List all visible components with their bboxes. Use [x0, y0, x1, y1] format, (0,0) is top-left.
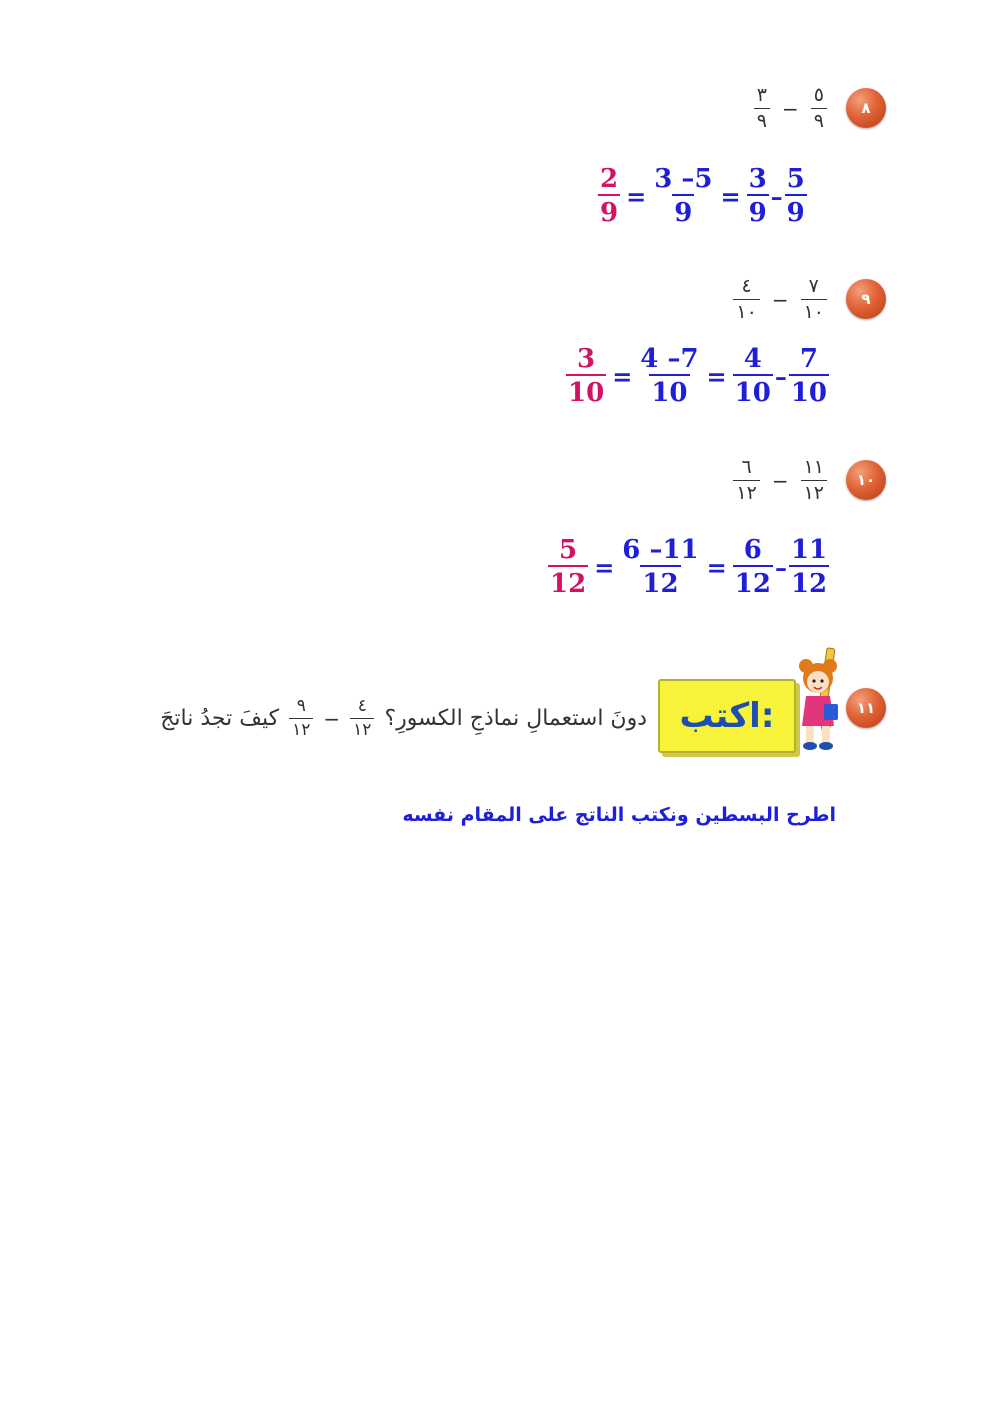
fraction: [789, 537, 829, 597]
fraction: [801, 277, 827, 322]
minus-sign: –: [774, 361, 787, 391]
fraction: [733, 458, 759, 503]
numerator: 5– 3: [654, 164, 713, 194]
combined-fraction: [638, 346, 700, 406]
equals-sign: =: [706, 552, 727, 582]
numerator: ١١: [803, 456, 824, 478]
denominator: 12: [789, 565, 829, 597]
denominator: ٩: [754, 108, 770, 131]
numerator: 3: [577, 344, 596, 374]
fraction: [754, 86, 770, 131]
numerator: ٥: [813, 84, 824, 106]
equals-sign: =: [720, 181, 741, 211]
denominator: ١٢: [350, 718, 374, 739]
numerator: ٧: [808, 275, 819, 297]
problem-number: ١١: [856, 699, 876, 717]
question-text: كيفَ تجدُ ناتجَ: [160, 706, 280, 731]
numerator: 4: [743, 344, 762, 374]
problem-number-badge: [846, 460, 886, 500]
denominator: ١٠: [733, 299, 759, 322]
denominator: 10: [566, 374, 606, 406]
denominator: 10: [649, 374, 689, 406]
numerator: ٤: [741, 275, 752, 297]
numerator: 11: [790, 535, 828, 565]
problem-number: ٨: [861, 99, 871, 117]
fraction: [789, 346, 829, 406]
numerator: 3: [748, 164, 767, 194]
write-label-box: [658, 679, 796, 753]
numerator: 5: [559, 535, 578, 565]
numerator: 5: [786, 164, 805, 194]
denominator: 12: [640, 565, 680, 597]
fraction: [733, 537, 773, 597]
fraction: [811, 86, 827, 131]
numerator: 11– 6: [622, 535, 699, 565]
answer-text: اطرح البسطين ونكتب الناتج على المقام نفسه: [402, 804, 836, 826]
denominator: 9: [672, 194, 694, 226]
numerator: 7: [799, 344, 818, 374]
denominator: 12: [733, 565, 773, 597]
minus-sign: −: [771, 287, 789, 312]
question-text: دونَ استعمالِ نماذجِ الكسورِ؟: [384, 706, 647, 731]
problem-number-badge: [846, 88, 886, 128]
numerator: ٣: [756, 84, 768, 106]
equals-sign: =: [706, 361, 727, 391]
numerator: ٩: [296, 696, 306, 716]
minus-sign: −: [323, 706, 341, 731]
problem-question: [733, 458, 827, 503]
denominator: 10: [789, 374, 829, 406]
problem-number-badge: [846, 279, 886, 319]
fraction: [747, 166, 769, 226]
problem-question: [754, 86, 827, 131]
numerator: 6: [743, 535, 762, 565]
denominator: 10: [733, 374, 773, 406]
problem-number: ٩: [861, 290, 871, 308]
denominator: 9: [785, 194, 807, 226]
equals-sign: =: [594, 552, 615, 582]
combined-fraction: [620, 537, 700, 597]
fraction: [733, 277, 759, 322]
denominator: 12: [548, 565, 588, 597]
problem-number-badge: [846, 688, 886, 728]
fraction: [350, 698, 374, 739]
fraction: [785, 166, 807, 226]
denominator: 9: [747, 194, 769, 226]
denominator: ١٢: [289, 718, 313, 739]
result-fraction: [548, 537, 588, 597]
problem-answer: [598, 166, 807, 226]
denominator: ١٢: [733, 480, 759, 503]
problem-answer: [566, 346, 829, 406]
numerator: 2: [600, 164, 619, 194]
problem-answer: [548, 537, 829, 597]
denominator: 9: [598, 194, 620, 226]
problem-number: ١٠: [856, 471, 876, 489]
result-fraction: [566, 346, 606, 406]
write-label: اكتب:: [679, 696, 775, 736]
fraction: [801, 458, 827, 503]
minus-sign: −: [782, 96, 799, 121]
fraction: [733, 346, 773, 406]
denominator: ١٠: [801, 299, 827, 322]
denominator: ١٢: [801, 480, 827, 503]
result-fraction: [598, 166, 620, 226]
fraction: [289, 698, 313, 739]
minus-sign: –: [770, 181, 783, 211]
minus-sign: –: [774, 552, 787, 582]
equals-sign: =: [612, 361, 633, 391]
pencil-girl-icon: [794, 644, 846, 752]
numerator: 7– 4: [640, 344, 699, 374]
problem-question: [733, 277, 827, 322]
combined-fraction: [652, 166, 714, 226]
denominator: ٩: [811, 108, 827, 131]
minus-sign: −: [771, 468, 789, 493]
write-question: [160, 698, 647, 739]
numerator: ٤: [357, 696, 367, 716]
equals-sign: =: [626, 181, 647, 211]
numerator: ٦: [741, 456, 752, 478]
